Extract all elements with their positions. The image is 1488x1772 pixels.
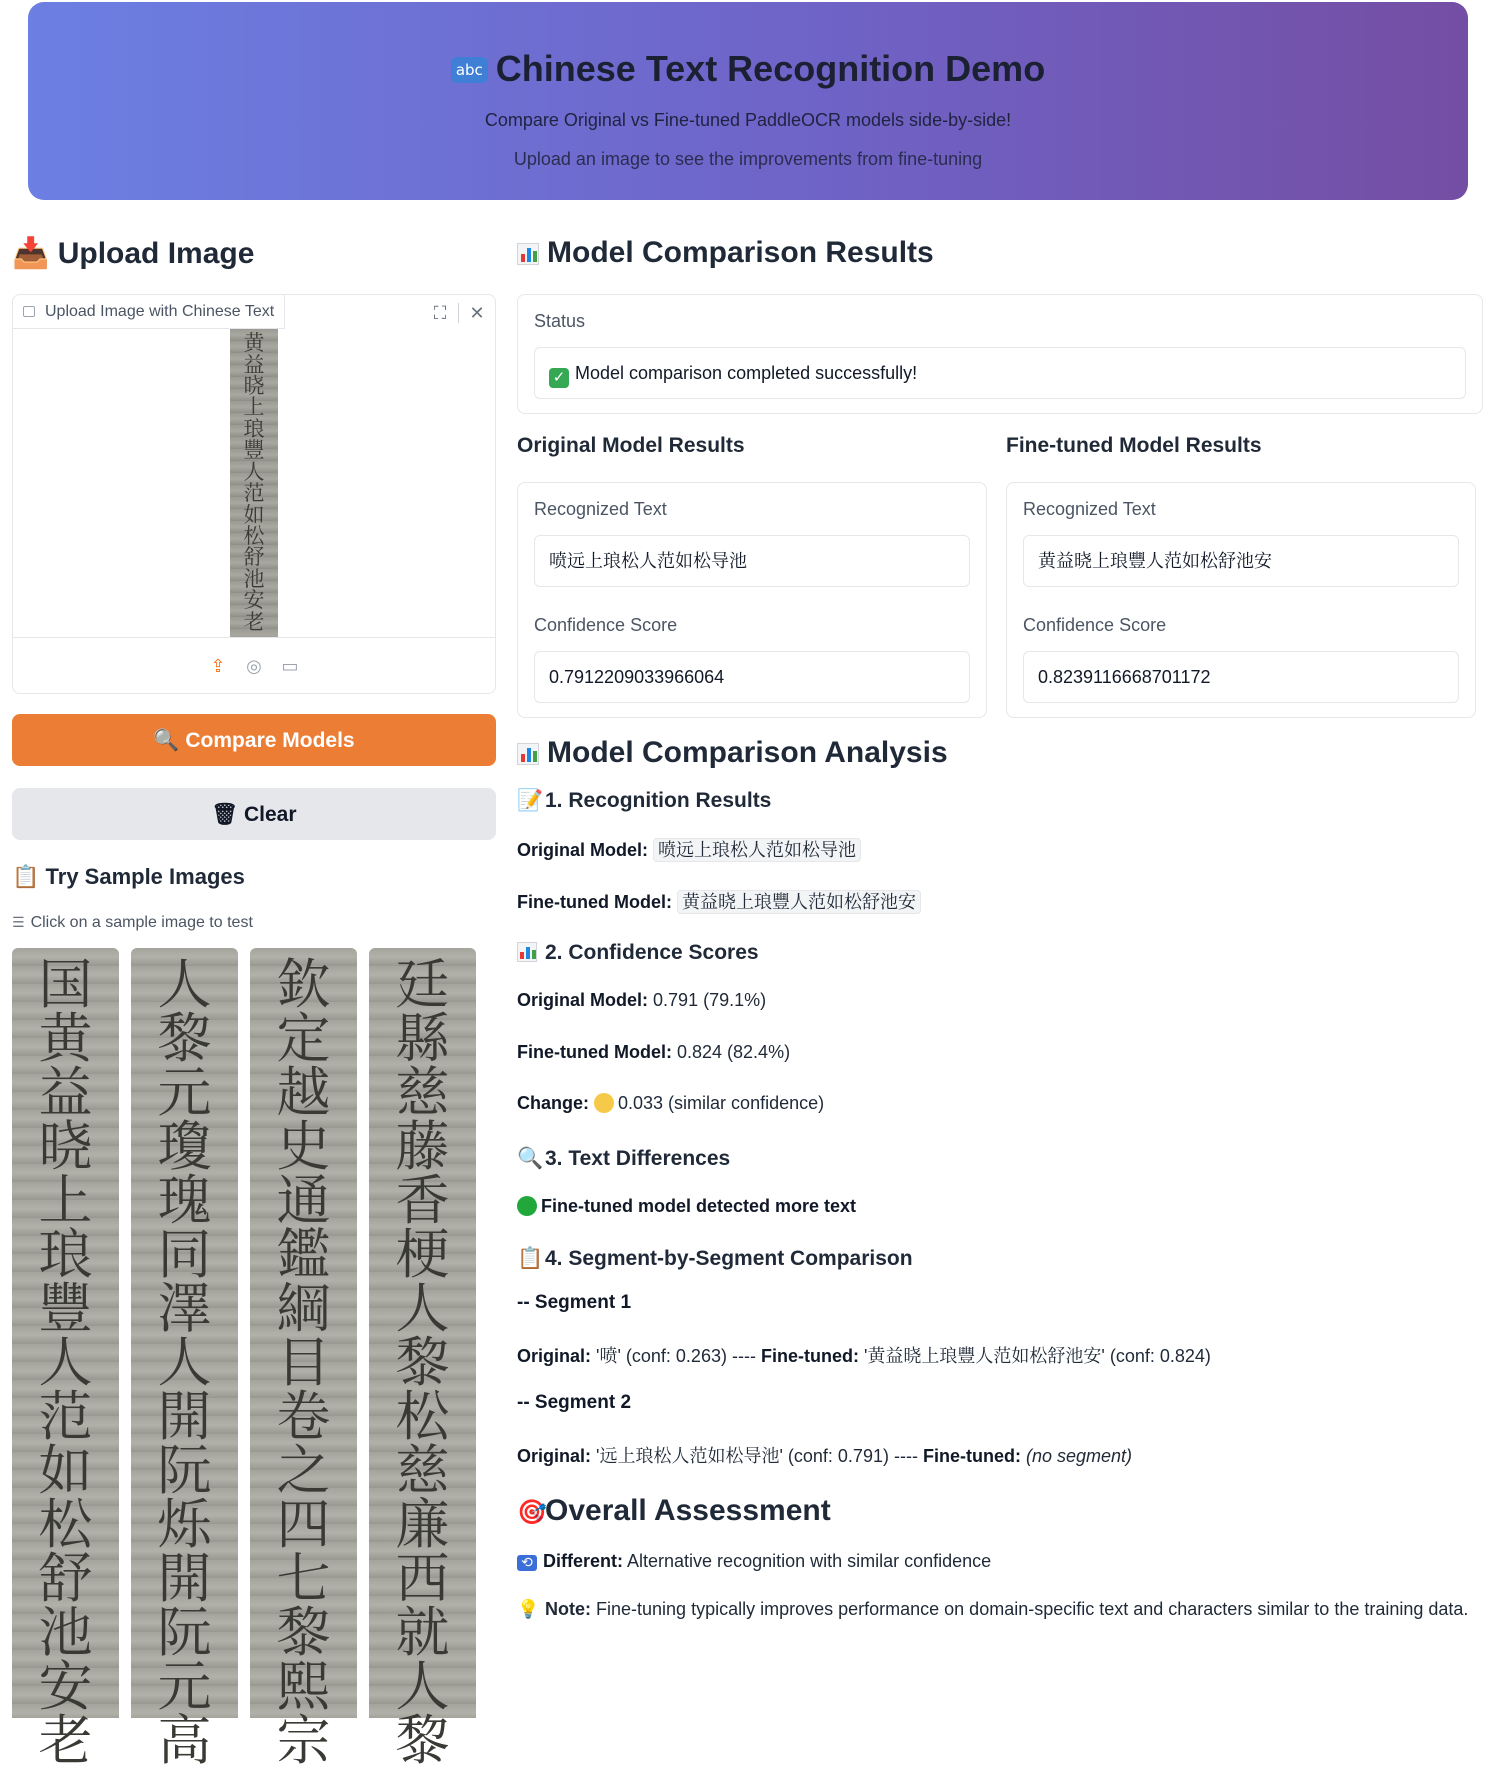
finetuned-results-heading: Fine-tuned Model Results <box>1006 434 1262 457</box>
sample-char: 人 <box>395 1277 450 1340</box>
s2-finetuned-line: Fine-tuned Model: 0.824 (82.4%) <box>517 1042 791 1062</box>
preview-char: 如 <box>243 503 265 527</box>
preview-char: 益 <box>243 353 265 377</box>
target-icon: 🎯 <box>517 1498 547 1526</box>
memo-icon: 📝 <box>517 788 544 812</box>
sample-char: 梗 <box>395 1223 450 1286</box>
compare-models-button[interactable]: 🔍 Compare Models <box>12 714 496 766</box>
finetuned-results-panel <box>1006 482 1476 718</box>
bar-chart-icon <box>517 942 537 962</box>
sample-char: 人 <box>38 1331 93 1394</box>
preview-char: 老 <box>243 610 265 634</box>
original-confidence-field[interactable]: 0.7912209033966064 <box>534 651 970 703</box>
status-field[interactable]: ✓ Model comparison completed successfully! <box>534 347 1466 399</box>
sample-char: 黎 <box>276 1601 331 1664</box>
original-text-label: Recognized Text <box>534 499 667 519</box>
note-paragraph: 💡 Note: Fine-tuning typically improves performance on domain-specific text and characters similar to the training data. <box>517 1594 1483 1625</box>
finetuned-confidence-field[interactable]: 0.8239116668701172 <box>1023 651 1459 703</box>
clear-button[interactable]: 🗑 Clear <box>12 788 496 840</box>
sample-char: 琅 <box>38 1223 93 1286</box>
sample-char: 元 <box>157 1061 212 1124</box>
sample-char: 七 <box>276 1547 331 1610</box>
status-label: Status <box>534 311 586 331</box>
image-icon <box>23 306 35 317</box>
sample-char: 人 <box>395 1655 450 1718</box>
sample-char: 元 <box>157 1655 212 1718</box>
trash-icon: 🗑 <box>211 801 239 826</box>
sample-char: 廉 <box>395 1493 450 1556</box>
sample-char: 人 <box>157 1331 212 1394</box>
sample-char: 越 <box>276 1061 331 1124</box>
sample-image-1[interactable] <box>12 948 119 1772</box>
sample-char: 鑑 <box>276 1223 331 1286</box>
sample-char: 安 <box>38 1655 93 1718</box>
sample-char: 之 <box>276 1439 331 1502</box>
s2-original-line: Original Model: 0.791 (79.1%) <box>517 990 767 1010</box>
magnifier-icon: 🔍 <box>517 1146 544 1170</box>
finetuned-confidence-label: Confidence Score <box>1023 615 1167 635</box>
sample-char: 就 <box>395 1601 450 1664</box>
sample-image-3[interactable] <box>250 948 357 1772</box>
sample-char: 開 <box>157 1385 212 1448</box>
sample-char: 卷 <box>276 1385 331 1448</box>
samples-title: 📋 Try Sample Images <box>12 864 245 890</box>
yellow-circle-icon <box>594 1093 614 1113</box>
sample-char: 縣 <box>395 1007 450 1070</box>
sample-char: 老 <box>38 1709 93 1772</box>
preview-char: 上 <box>243 396 265 420</box>
sample-char: 通 <box>276 1169 331 1232</box>
sample-char: 高 <box>157 1709 212 1772</box>
s1-original-line: Original Model: 喷远上琅松人范如松导池 <box>517 836 861 862</box>
sample-char: 藤 <box>395 1115 450 1178</box>
preview-char: 安 <box>243 589 265 613</box>
sample-char: 香 <box>395 1169 450 1232</box>
sample-char: 同 <box>157 1223 212 1286</box>
sample-char: 澤 <box>157 1277 212 1340</box>
list-icon: ☰ <box>12 914 25 930</box>
preview-char: 池 <box>243 567 265 591</box>
status-panel <box>517 294 1483 414</box>
confidence-scores-heading: 2. Confidence Scores <box>517 941 759 965</box>
sample-char: 黎 <box>395 1709 450 1772</box>
sample-char: 范 <box>38 1385 93 1448</box>
green-circle-icon <box>517 1196 537 1216</box>
original-confidence-label: Confidence Score <box>534 615 678 635</box>
preview-char: 舒 <box>243 546 265 570</box>
sample-char: 慈 <box>395 1061 450 1124</box>
image-upload-area[interactable] <box>12 294 496 694</box>
sample-char: 人 <box>157 953 212 1016</box>
sample-image-2[interactable] <box>131 948 238 1772</box>
page-title <box>28 48 1468 90</box>
page-title-text: Chinese Text Recognition Demo <box>495 48 1046 89</box>
bar-chart-icon <box>517 743 539 765</box>
preview-char: 松 <box>243 525 265 548</box>
toolbar-divider <box>458 303 459 323</box>
sample-char: 益 <box>38 1061 93 1124</box>
sample-char: 阮 <box>157 1601 212 1664</box>
sample-images <box>12 948 476 1772</box>
finetuned-text-label: Recognized Text <box>1023 499 1156 519</box>
sample-char: 欽 <box>276 953 331 1016</box>
upload-toolbar <box>428 301 489 325</box>
sample-char: 烁 <box>157 1493 212 1556</box>
sample-char: 上 <box>38 1169 93 1232</box>
sample-char: 松 <box>395 1385 450 1448</box>
s2-change-line: Change: 0.033 (similar confidence) <box>517 1093 825 1113</box>
repeat-icon: ⟲ <box>517 1555 537 1571</box>
sample-char: 黎 <box>395 1331 450 1394</box>
upload-field-label: Upload Image with Chinese Text <box>13 295 285 329</box>
finetuned-text-code: 黄益晓上琅豐人范如松舒池安 <box>677 890 921 914</box>
sample-char: 如 <box>38 1439 93 1502</box>
upload-source-bar <box>13 637 495 694</box>
segment-1-line: Original: '喷' (conf: 0.263) ---- Fine-tuned: '黄益晓上琅豐人范如松舒池安' (conf: 0.824) <box>517 1346 1211 1366</box>
light-bulb-icon: 💡 <box>517 1599 540 1620</box>
segment-comparison-heading: 📋4. Segment-by-Segment Comparison <box>517 1246 913 1270</box>
sample-char: 目 <box>276 1331 331 1394</box>
sample-char: 西 <box>395 1547 450 1610</box>
upload-section-title: 📥 Upload Image <box>12 236 255 271</box>
segment-1-title: -- Segment 1 <box>517 1292 632 1313</box>
preview-char: 黄 <box>243 332 265 356</box>
sample-char: 四 <box>276 1493 331 1556</box>
results-section-title: Model Comparison Results <box>517 236 934 270</box>
fullscreen-icon[interactable]: ⛶ <box>433 303 447 323</box>
sample-char: 廷 <box>395 953 450 1016</box>
original-results-heading: Original Model Results <box>517 434 745 457</box>
upload-icon[interactable]: ⇪ <box>210 655 226 676</box>
sample-char: 瑰 <box>157 1169 212 1232</box>
sample-char: 瓊 <box>157 1115 212 1178</box>
s1-finetuned-line: Fine-tuned Model: 黄益晓上琅豐人范如松舒池安 <box>517 888 921 914</box>
original-text-field[interactable]: 喷远上琅松人范如松导池 <box>534 535 970 587</box>
magnifier-icon: 🔍 <box>153 727 180 752</box>
clipboard-icon: 📋 <box>12 865 40 890</box>
sample-char: 黄 <box>38 1007 93 1070</box>
analysis-title: Model Comparison Analysis <box>517 736 948 770</box>
sample-image-4[interactable] <box>369 948 476 1772</box>
sample-char: 池 <box>38 1601 93 1664</box>
abc-icon: abc <box>451 57 488 83</box>
original-results-panel <box>517 482 987 718</box>
samples-hint: ☰ Click on a sample image to test <box>12 914 253 931</box>
header-subtitle-2: Upload an image to see the improvements from fine-tuning <box>513 149 983 169</box>
sample-char: 阮 <box>157 1439 212 1502</box>
finetuned-text-field[interactable]: 黄益晓上琅豐人范如松舒池安 <box>1023 535 1459 587</box>
webcam-icon[interactable]: ◎ <box>246 655 262 676</box>
sample-char: 綱 <box>276 1277 331 1340</box>
sample-char: 宗 <box>276 1709 331 1772</box>
preview-char: 琅 <box>243 417 265 441</box>
sample-char: 晓 <box>38 1115 93 1178</box>
clipboard-icon[interactable]: ▭ <box>281 655 299 676</box>
overall-assessment-title: 🎯Overall Assessment <box>517 1494 831 1527</box>
uploaded-image-preview <box>230 329 278 637</box>
sample-char: 舒 <box>38 1547 93 1610</box>
check-mark-icon: ✓ <box>549 368 569 388</box>
sample-char: 熙 <box>276 1655 331 1718</box>
preview-char: 人 <box>243 460 265 484</box>
bar-chart-icon <box>517 243 539 265</box>
sample-char: 豐 <box>38 1277 93 1340</box>
sample-char: 国 <box>38 953 93 1016</box>
sample-char: 黎 <box>157 1007 212 1070</box>
close-icon[interactable]: ✕ <box>469 303 485 323</box>
segment-2-title: -- Segment 2 <box>517 1392 632 1413</box>
preview-char: 豐 <box>243 439 265 463</box>
header-banner <box>28 2 1468 200</box>
sample-char: 慈 <box>395 1439 450 1502</box>
different-line: ⟲ Different: Alternative recognition with similar confidence <box>517 1551 991 1572</box>
text-differences-heading: 🔍3. Text Differences <box>517 1146 731 1170</box>
sample-char: 開 <box>157 1547 212 1610</box>
preview-char: 范 <box>243 482 265 506</box>
header-subtitle: Compare Original vs Fine-tuned PaddleOCR models side-by-side! <box>484 110 1012 130</box>
inbox-tray-icon: 📥 <box>12 236 50 271</box>
sample-char: 松 <box>38 1493 93 1556</box>
recognition-results-heading: 📝1. Recognition Results <box>517 788 772 812</box>
sample-char: 定 <box>276 1007 331 1070</box>
preview-char: 晓 <box>243 375 265 399</box>
original-text-code: 喷远上琅松人范如松导池 <box>653 838 861 862</box>
clipboard-icon: 📋 <box>517 1246 544 1270</box>
sample-char: 史 <box>276 1115 331 1178</box>
segment-2-line: Original: '远上琅松人范如松导池' (conf: 0.791) ---- Fine-tuned: (no segment) <box>517 1446 1133 1466</box>
s3-line: Fine-tuned model detected more text <box>517 1196 856 1217</box>
